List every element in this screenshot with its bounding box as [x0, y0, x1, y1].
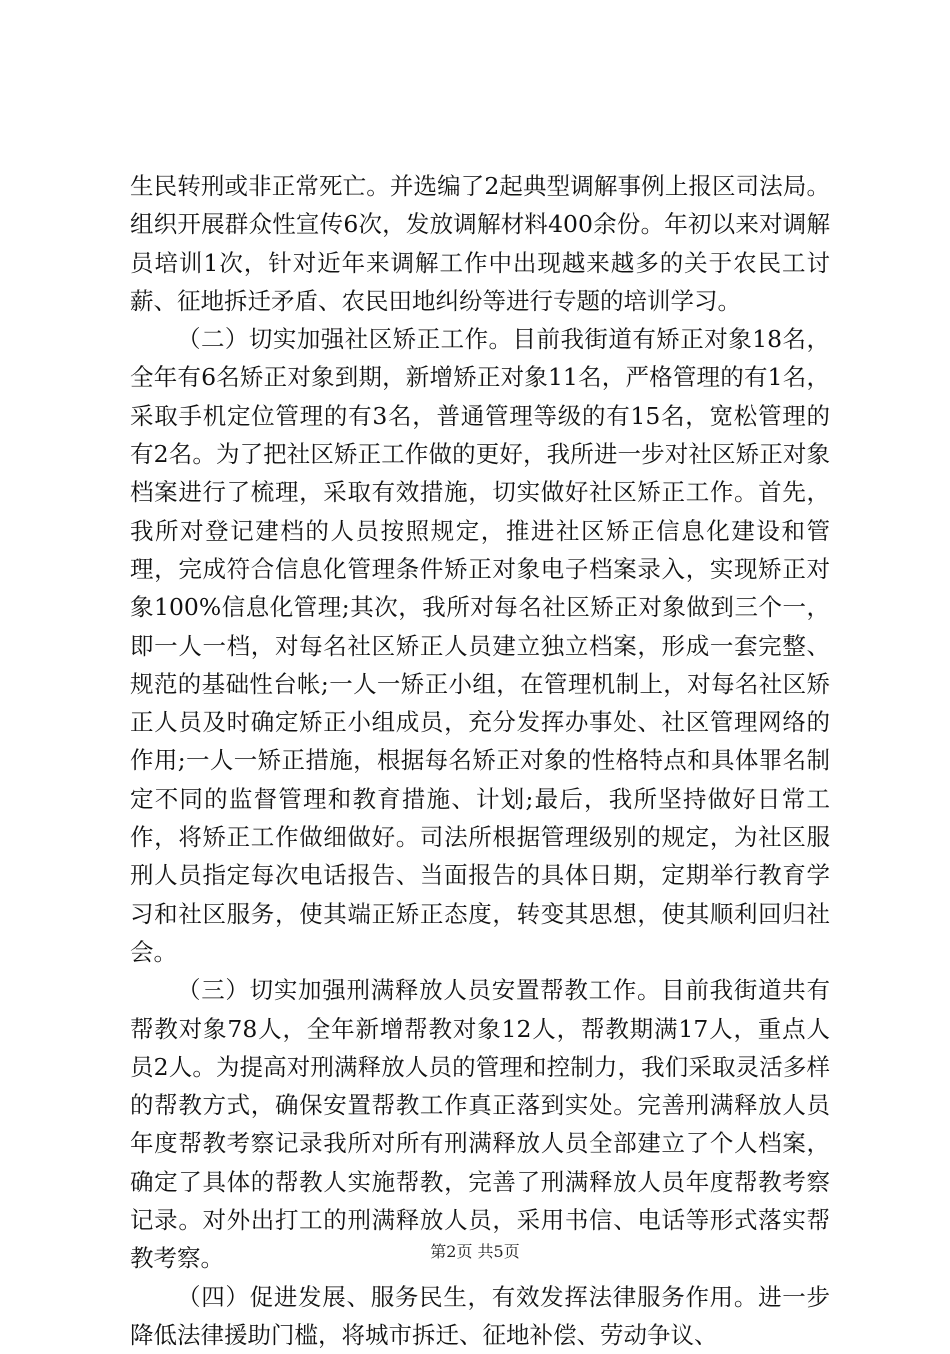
paragraph-community-correction: （二）切实加强社区矫正工作。目前我街道有矫正对象18名，全年有6名矫正对象到期，新增矫正对象11名，严格管理的有1名，采取手机定位管理的有3名，普通管理等级的有15名，宽松管理的有2名。为了把社区矫正工作做的更好，我所进一步对社区矫正对象档案进行了梳理，采取有效措施，切实做好社区矫正工作。首先，我所对登记建档的人员按照规定，推进社区矫正信息化建设和管理，完成符合信息化管理条件矫正对象电子档案录入，实现矫正对象100%信息化管理;其次，我所对每名社区矫正对象做到三个一，即一人一档，对每名社区矫正人员建立独立档案，形成一套完整、规范的基础性台帐;一人一矫正小组，在管理机制上，对每名社区矫正人员及时确定矫正小组成员，充分发挥办事处、社区管理网络的作用;一人一矫正措施，根据每名矫正对象的性格特点和具体罪名制定不同的监督管理和教育措施、计划;最后，我所坚持做好日常工作，将矫正工作做细做好。司法所根据管理级别的规定，为社区服刑人员指定每次电话报告、当面报告的具体日期，定期举行教育学习和社区服务，使其端正矫正态度，转变其思想，使其顺利回归社会。: [130, 325, 830, 966]
document-body: [130, 167, 830, 1354]
paragraph-legal-services: （四）促进发展、服务民生，有效发挥法律服务作用。进一步降低法律援助门槛，将城市拆迁、征地补偿、劳动争议、: [130, 1282, 830, 1349]
paragraph-mediation-continued: 生民转刑或非正常死亡。并选编了2起典型调解事例上报区司法局。组织开展群众性宣传6次，发放调解材料400余份。年初以来对调解员培训1次，针对近年来调解工作中出现越来越多的关于农民工讨薪、征地拆迁矛盾、农民田地纠纷等进行专题的培训学习。: [130, 172, 830, 315]
page-number-footer: 第2页 共5页: [430, 1242, 520, 1261]
paragraph-released-persons-assistance: （三）切实加强刑满释放人员安置帮教工作。目前我街道共有帮教对象78人，全年新增帮教对象12人，帮教期满17人，重点人员2人。为提高对刑满释放人员的管理和控制力，我们采取灵活多样的帮教方式，确保安置帮教工作真正落到实处。完善刑满释放人员年度帮教考察记录我所对所有刑满释放人员全部建立了个人档案，确定了具体的帮教人实施帮教，完善了刑满释放人员年度帮教考察记录。对外出打工的刑满释放人员，采用书信、电话等形式落实帮教考察。: [130, 976, 830, 1273]
